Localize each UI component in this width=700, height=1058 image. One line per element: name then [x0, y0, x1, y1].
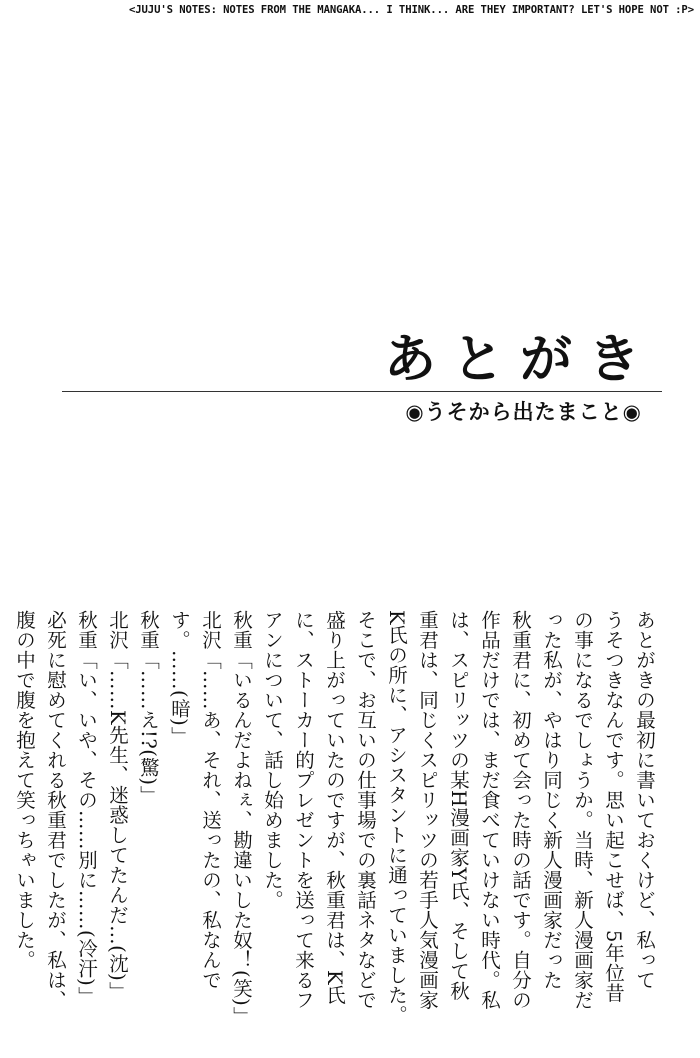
body-line: あとがきの最初に書いておくけど、私って	[633, 610, 656, 990]
page-title: あとがき	[383, 329, 656, 390]
body-line: アンについて、話し始めました。	[261, 610, 284, 910]
body-line: 腹の中で腹を抱えて笑っちゃいました。	[13, 610, 36, 970]
body-line: 秋重「……え!?(驚)」	[137, 610, 160, 806]
body-line: は、スピリッツの某H漫画家Y氏、そして秋	[447, 610, 470, 1001]
body-line: 秋重君に、初めて会った時の話です。自分の	[509, 610, 532, 1010]
body-line: 作品だけでは、まだ食べていけない時代。私	[478, 610, 501, 1010]
body-line: うそつきなんです。思い起こせば、5年位昔	[602, 610, 625, 1003]
body-line: す。……(暗)」	[168, 610, 191, 747]
translator-note: <JUJU'S NOTES: NOTES FROM THE MANGAKA... I THINK... ARE THEY IMPORTANT? LET'S HOPE NOT :P>	[128, 4, 694, 16]
body-line: 盛り上がっていたのですが、秋重君は、K氏	[323, 610, 346, 1006]
body-line: 北沢「……K先生、迷惑してたんだ…(沈)」	[106, 610, 129, 1002]
body-line: そこで、お互いの仕事場での裏話ネタなどで	[354, 610, 377, 1010]
body-line: K氏の所に、アシスタントに通っていました。	[385, 610, 408, 1026]
body-line: 秋重「い、いや、その……別に……(冷汗)」	[75, 610, 98, 1007]
body-line: 必死に慰めてくれる秋重君でしたが、私は、	[44, 610, 67, 1010]
page-subtitle: ◉うそから出たまこと◉	[405, 400, 642, 424]
body-line: の事になるでしょうか。当時、新人漫画家だ	[571, 610, 594, 1010]
body-line: 秋重「いるんだよねぇ、勘違いした奴！(笑)」	[230, 610, 253, 1027]
afterword-body	[9, 610, 660, 1040]
body-line: に、ストーカー的プレゼントを送って来るフ	[292, 610, 315, 1010]
body-line: 北沢「……あ、それ、送ったの、私なんで	[199, 610, 222, 990]
title-divider	[62, 391, 662, 392]
body-line: 重君は、同じくスピリッツの若手人気漫画家	[416, 610, 439, 1010]
body-line: った私が、やはり同じく新人漫画家だった	[540, 610, 563, 990]
